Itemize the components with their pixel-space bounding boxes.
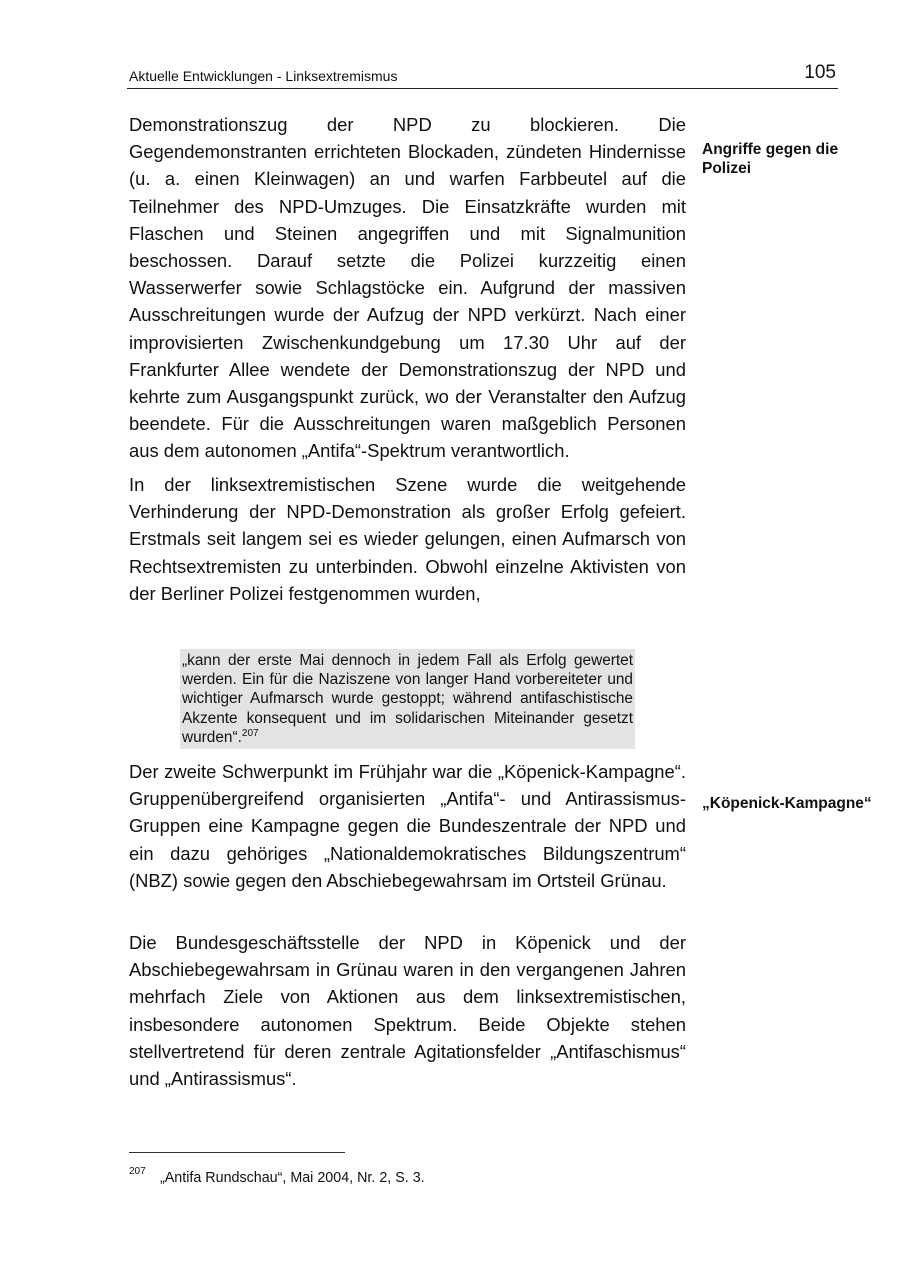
page-number: 105 [804, 62, 836, 83]
paragraph-text: Die Bundesgeschäftsstelle der NPD in Köpenick und der Abschiebegewahrsam in Grünau waren in den vergangenen Jahren mehrfach Ziele von Aktionen aus dem linksextremistischen, insbesondere autonomen Spektrum. Beide Objekte stehen stellvertretend für deren zentrale Agitationsfelder „Antifaschismus“ und „Antirassismus“. [129, 932, 686, 1090]
paragraph-text: Demonstrationszug der NPD zu blockieren. Die Gegendemonstranten errichteten Blockaden, zündeten Hindernisse (u. a. einen Kleinwagen) an und warfen Farbbeutel auf die Teilnehmer des NPD-Umzuges. Die Einsatzkräfte wurden mit Flaschen und Steinen angegriffen und mit Signalmunition beschossen. Darauf setzte die Polizei kurzzeitig einen Wasserwerfer sowie Schlagstöcke ein. Aufgrund der massiven Ausschreitungen wurde der Aufzug der NPD verkürzt. Nach einer improvisierten Zwischenkundgebung um 17.30 Uhr auf der Frankfurter Allee wendete der Demonstrationszug der NPD und kehrte zum Ausgangspunkt zurück, wo der Veranstalter den Aufzug beendete. Für die Ausschreitungen waren maßgeblich Personen aus dem autonomen „Antifa“-Spektrum verantwortlich. [129, 114, 686, 462]
paragraph-text: In der linksextremistischen Szene wurde die weitgehende Verhinderung der NPD-Demonstration als großer Erfolg gefeiert. Erstmals seit langem sei es wieder gelungen, einen Aufmarsch von Rechtsextremisten zu unterbinden. Obwohl einzelne Aktivisten von der Berliner Polizei festgenommen wurden, [129, 474, 686, 604]
body-paragraph-2 [129, 471, 686, 607]
paragraph-text: Der zweite Schwerpunkt im Frühjahr war die „Köpenick-Kampagne“. Gruppenübergreifend organisierten „Antifa“- und Antirassismus-Gruppen eine Kampagne gegen die Bundeszentrale der NPD und ein dazu gehöriges „Nationaldemokratisches Bildungszentrum“ (NBZ) sowie gegen den Abschiebegewahrsam im Ortsteil Grünau. [129, 761, 686, 891]
quote-text: „kann der erste Mai dennoch in jedem Fall als Erfolg gewertet werden. Ein für die Naziszene von langer Hand vorbereiteter und wichtiger Aufmarsch wurde gestoppt; während antifaschistische Akzente konsequent und im solidarischen Miteinander gesetzt wurden“. [182, 652, 633, 746]
running-header [127, 60, 838, 89]
body-paragraph-3 [129, 758, 686, 894]
running-title: Aktuelle Entwicklungen - Linksextremismus [129, 68, 398, 84]
body-paragraph-4 [129, 929, 686, 1092]
body-paragraph-1 [129, 111, 686, 465]
footnote-text: „Antifa Rundschau“, Mai 2004, Nr. 2, S. 3. [160, 1170, 425, 1186]
footnote-number: 207 [129, 1166, 146, 1177]
footnote-divider [129, 1152, 345, 1153]
margin-note-koepenick-campaign: „Köpenick-Kampagne“ [702, 795, 872, 812]
footnote-reference: 207 [241, 727, 259, 739]
block-quote [180, 649, 635, 749]
margin-note-police-attacks: Angriffe gegen die Polizei [702, 141, 839, 177]
